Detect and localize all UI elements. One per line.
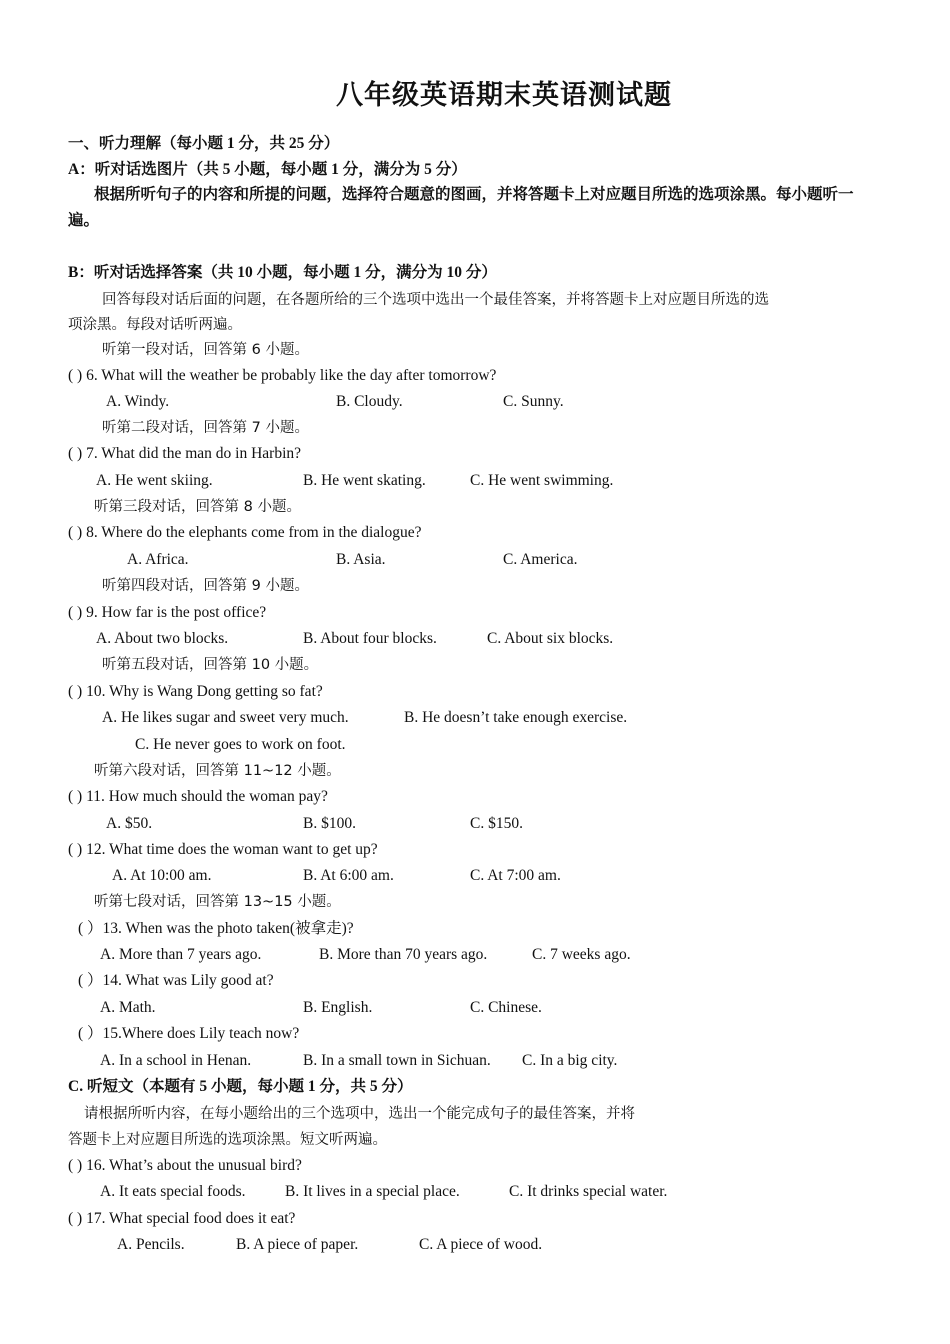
part-b-instruction-2: 项涂黑。每段对话听两遍。: [68, 317, 242, 333]
q12-option-b: B. At 6:00 am.: [303, 867, 394, 884]
q17-option-a: A. Pencils.: [117, 1236, 185, 1253]
question-16: ( ) 16. What’s about the unusual bird?: [68, 1157, 302, 1174]
q9-option-a: A. About two blocks.: [96, 630, 229, 647]
q13-option-a: A. More than 7 years ago.: [100, 946, 262, 963]
q12-option-a: A. At 10:00 am.: [112, 867, 212, 884]
q6-option-c: C. Sunny.: [503, 393, 564, 410]
q16-option-b: B. It lives in a special place.: [285, 1183, 460, 1200]
q15-option-c: C. In a big city.: [522, 1052, 618, 1069]
q10-option-b: B. He doesn’t take enough exercise.: [404, 709, 628, 726]
q8-option-b: B. Asia.: [336, 551, 386, 568]
segment-instruction: 听第一段对话，回答第 6 小题。: [102, 342, 309, 358]
segment-instruction: 听第五段对话，回答第 10 小题。: [102, 657, 319, 673]
q16-option-a: A. It eats special foods.: [100, 1183, 246, 1200]
q17-option-b: B. A piece of paper.: [236, 1236, 359, 1253]
question-12: ( ) 12. What time does the woman want to get up?: [68, 841, 378, 858]
part-b-heading: B：听对话选择答案（共 10 小题，每小题 1 分，满分为 10 分）: [68, 264, 497, 281]
q6-option-b: B. Cloudy.: [336, 393, 403, 410]
q15-option-b: B. In a small town in Sichuan.: [303, 1052, 491, 1069]
q9-option-b: B. About four blocks.: [303, 630, 437, 647]
segment-instruction: 听第二段对话，回答第 7 小题。: [102, 420, 309, 436]
q13-option-c: C. 7 weeks ago.: [532, 946, 631, 963]
segment-instruction: 听第六段对话，回答第 11~12 小题。: [94, 763, 341, 779]
question-7: ( ) 7. What did the man do in Harbin?: [68, 445, 302, 462]
q11-option-a: A. $50.: [106, 815, 153, 832]
segment-instruction: 听第三段对话，回答第 8 小题。: [94, 499, 301, 515]
q8-option-c: C. America.: [503, 551, 578, 568]
part-b-instruction-1: 回答每段对话后面的问题，在各题所给的三个选项中选出一个最佳答案，并将答题卡上对应题目所选的选: [102, 292, 769, 308]
q10-option-c: C. He never goes to work on foot.: [135, 736, 346, 753]
question-17: ( ) 17. What special food does it eat?: [68, 1210, 296, 1227]
q14-option-b: B. English.: [303, 999, 373, 1016]
question-11: ( ) 11. How much should the woman pay?: [68, 788, 328, 805]
segment-instruction: 听第七段对话，回答第 13~15 小题。: [94, 894, 341, 910]
question-14: ( ）14. What was Lily good at?: [78, 972, 274, 989]
page-title: 八年级英语期末英语测试题: [336, 80, 672, 110]
q9-option-c: C. About six blocks.: [487, 630, 614, 647]
segment-instruction: 听第四段对话，回答第 9 小题。: [102, 578, 309, 594]
q17-option-c: C. A piece of wood.: [419, 1236, 543, 1253]
question-8: ( ) 8. Where do the elephants come from in the dialogue?: [68, 524, 422, 541]
q14-option-c: C. Chinese.: [470, 999, 542, 1016]
q6-option-a: A. Windy.: [106, 393, 170, 410]
part-c-heading: C. 听短文（本题有 5 小题，每小题 1 分，共 5 分）: [68, 1078, 413, 1095]
q7-option-c: C. He went swimming.: [470, 472, 614, 489]
q12-option-c: C. At 7:00 am.: [470, 867, 561, 884]
question-13: ( ）13. When was the photo taken(被拿走)?: [78, 920, 354, 937]
part-a-heading: A：听对话选图片（共 5 小题，每小题 1 分，满分为 5 分）: [68, 161, 467, 178]
question-10: ( ) 10. Why is Wang Dong getting so fat?: [68, 683, 323, 700]
question-9: ( ) 9. How far is the post office?: [68, 604, 267, 621]
q8-option-a: A. Africa.: [127, 551, 189, 568]
part-c-instruction-1: 请根据所听内容，在每小题给出的三个选项中，选出一个能完成句子的最佳答案，并将: [84, 1106, 635, 1122]
q7-option-a: A. He went skiing.: [96, 472, 213, 489]
part-a-instruction: 根据所听句子的内容和所提的问题，选择符合题意的图画，并将答题卡上对应题目所选的选项涂黑。每小题听一遍。: [68, 186, 854, 229]
question-15: ( ）15.Where does Lily teach now?: [78, 1025, 300, 1042]
q13-option-b: B. More than 70 years ago.: [319, 946, 488, 963]
q10-option-a: A. He likes sugar and sweet very much.: [102, 709, 349, 726]
question-6: ( ) 6. What will the weather be probably like the day after tomorrow?: [68, 367, 497, 384]
q14-option-a: A. Math.: [100, 999, 156, 1016]
q11-option-b: B. $100.: [303, 815, 356, 832]
q16-option-c: C. It drinks special water.: [509, 1183, 668, 1200]
part-c-instruction-2: 答题卡上对应题目所选的选项涂黑。短文听两遍。: [68, 1132, 387, 1148]
q15-option-a: A. In a school in Henan.: [100, 1052, 252, 1069]
section-heading-listening: 一、听力理解（每小题 1 分，共 25 分）: [68, 135, 340, 152]
q11-option-c: C. $150.: [470, 815, 523, 832]
q7-option-b: B. He went skating.: [303, 472, 426, 489]
